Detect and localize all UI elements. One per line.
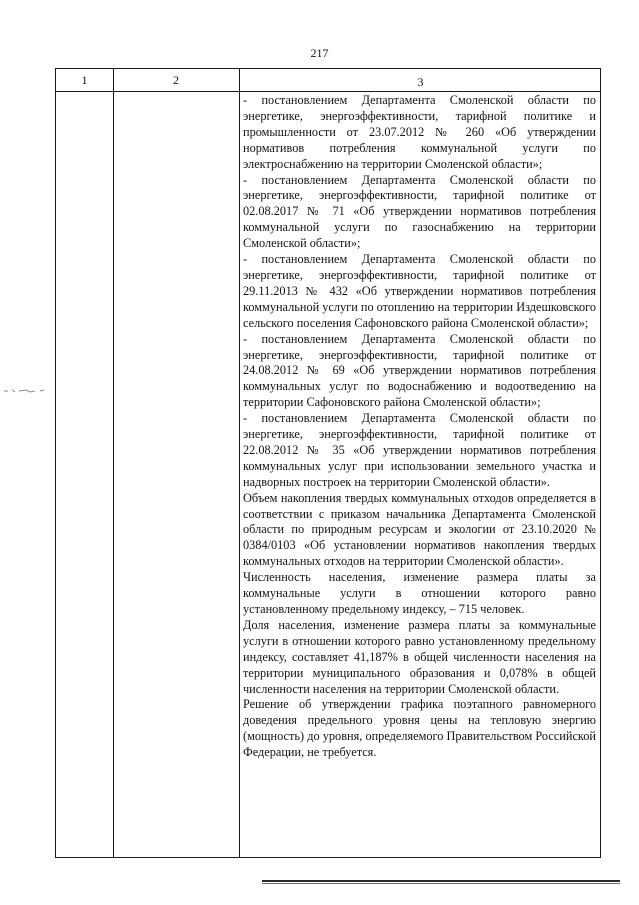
- column-2-header: 2: [173, 73, 179, 87]
- column-3-header: 3: [417, 75, 424, 89]
- paragraph-land-plot-normative: - постановлением Департамента Смоленской области по энергетике, энергоэффективности, тарифной политике от 22.08.2012 № 35 «Об утверждении нормативов потребления коммунальных услуг при использовании земельного участка и надворных построек на территории Смоленской области».: [243, 411, 596, 489]
- column-divider-1: [113, 69, 114, 857]
- paragraph-heat-price-schedule: Решение об утверждении графика поэтапного равномерного доведения предельного уровня цены на тепловую энергию (мощность) до уровня, определяемого Правительством Российской Федерации, не требуется.: [243, 697, 596, 760]
- column-1-header: 1: [81, 73, 88, 87]
- table-header-row: [56, 69, 600, 92]
- column-3-content: [243, 93, 596, 761]
- paragraph-electricity-normative: - постановлением Департамента Смоленской области по энергетике, энергоэффективности, тарифной политике и промышленности от 23.07.2012 № 260 «Об утверждении нормативов потребления коммунальной услуги по электроснабжению на территории Смоленской области»;: [243, 93, 596, 171]
- document-table: [55, 68, 601, 858]
- paragraph-population-count: Численность населения, изменение размера платы за коммунальные услуги в отношении которого равно установленному предельному индексу, – 715 человек.: [243, 570, 596, 616]
- paragraph-gas-normative: - постановлением Департамента Смоленской области по энергетике, энергоэффективности, тарифной политике от 02.08.2017 № 71 «Об утверждении нормативов потребления коммунальной услуги по газоснабжению на территории Смоленской области»;: [243, 172, 596, 251]
- paragraph-population-share: Доля населения, изменение размера платы за коммунальные услуги в отношении которого равно установленному предельному индексу, составляет 41,187% в общей численности населения на территории муниципального образования и 0,078% в общей численности населения на территории Смоленской области.: [243, 617, 596, 696]
- column-divider-2: [239, 69, 240, 857]
- paragraph-heating-normative: - постановлением Департамента Смоленской области по энергетике, энергоэффективности, тарифной политике от 29.11.2013 № 432 «Об утверждении нормативов потребления коммунальной услуги по отоплению на территории Издешковского сельского поселения Сафоновского района Смоленской области»;: [243, 252, 596, 330]
- scan-artifact-mark: [4, 388, 50, 394]
- paragraph-water-normative: - постановлением Департамента Смоленской области по энергетике, энергоэффективности, тарифной политике от 24.08.2012 № 69 «Об утверждении нормативов потребления коммунальных услуг по водоснабжению и водоотведению на территории Сафоновского района Смоленской области»;: [243, 331, 596, 410]
- scan-edge-line-shadow: [262, 883, 620, 884]
- page-number: 217: [310, 46, 329, 60]
- paragraph-waste-volume: Объем накопления твердых коммунальных отходов определяется в соответствии с приказом начальника Департамента Смоленской области по природным ресурсам и экологии от 23.10.2020 № 0384/0103 «Об установлении нормативов накопления твердых коммунальных отходов на территории Смоленской области».: [243, 490, 596, 569]
- scan-edge-line: [262, 880, 620, 882]
